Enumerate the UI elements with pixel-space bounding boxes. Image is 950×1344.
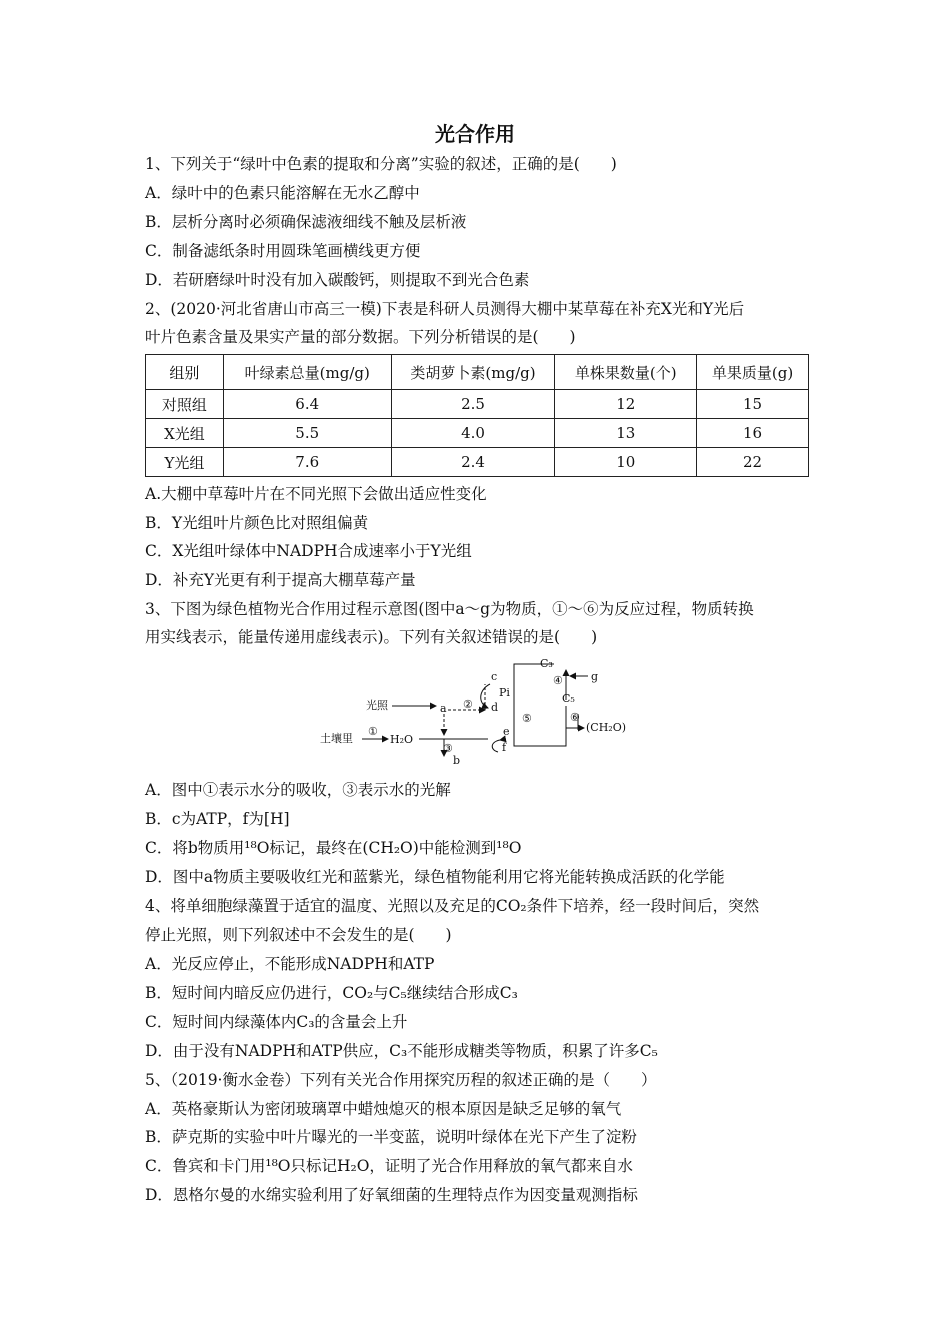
soil-label: 土壤里 [320,732,353,745]
table-header: 组别 [146,355,224,390]
q5-option-b: B．萨克斯的实验中叶片曝光的一半变蓝，说明叶绿体在光下产生了淀粉 [145,1128,637,1146]
process-2: ② [463,698,473,711]
label-b: b [453,754,461,767]
table-cell: 10 [555,448,697,477]
table-cell: 13 [555,419,697,448]
q1-option-d: D．若研磨绿叶时没有加入碳酸钙，则提取不到光合色素 [145,271,530,289]
table-header: 类胡萝卜素(mg/g) [391,355,555,390]
q3-option-c: C．将b物质用¹⁸O标记，最终在(CH₂O)中能检测到¹⁸O [145,839,522,857]
q5-option-a: A．英格豪斯认为密闭玻璃罩中蜡烛熄灭的根本原因是缺乏足够的氧气 [145,1100,622,1118]
q1-stem: 1、下列关于“绿叶中色素的提取和分离”实验的叙述，正确的是( ) [145,155,617,173]
light-label: 光照 [366,699,388,712]
table-cell: 2.5 [391,390,555,419]
photosynthesis-diagram [318,654,648,772]
q5-stem: 5、（2019·衡水金卷）下列有关光合作用探究历程的叙述正确的是（ ） [145,1071,657,1089]
table-cell: X光组 [146,419,224,448]
label-f: f [502,741,507,754]
label-c: c [491,670,498,683]
q4-stem-line2: 停止光照，则下列叙述中不会发生的是( ) [145,926,452,944]
q5-option-d: D．恩格尔曼的水绵实验利用了好氧细菌的生理特点作为因变量观测指标 [145,1186,638,1204]
q4-option-b: B．短时间内暗反应仍进行，CO₂与C₅继续结合形成C₃ [145,984,518,1002]
q3-stem-line1: 3、下图为绿色植物光合作用过程示意图(图中a～g为物质，①～⑥为反应过程，物质转换 [145,600,754,618]
table-cell: 7.6 [223,448,391,477]
label-d: d [491,701,499,714]
label-e: e [503,725,510,738]
table-header-row [146,355,809,390]
page-title: 光合作用 [435,122,515,146]
q2-stem-line2: 叶片色素含量及果实产量的部分数据。下列分析错误的是( ) [145,328,576,346]
label-ch2o: (CH₂O) [586,721,627,734]
table-row [146,390,809,419]
process-4: ④ [553,674,563,687]
table-cell: 2.4 [391,448,555,477]
table-row [146,419,809,448]
table-cell: 22 [697,448,809,477]
water-label: H₂O [390,733,414,746]
q1-option-b: B．层析分离时必须确保滤液细线不触及层析液 [145,213,467,231]
process-3: ③ [443,742,453,755]
label-c5: C₅ [562,692,575,705]
q2-option-d: D．补充Y光更有利于提高大棚草莓产量 [145,571,416,589]
process-1: ① [368,725,378,738]
q5-option-c: C．鲁宾和卡门用¹⁸O只标记H₂O，证明了光合作用释放的氧气都来自水 [145,1157,633,1175]
process-6: ⑥ [570,711,580,724]
process-5: ⑤ [522,712,532,725]
q4-option-d: D．由于没有NADPH和ATP供应，C₃不能形成糖类等物质，积累了许多C₅ [145,1042,658,1060]
q1-option-c: C．制备滤纸条时用圆珠笔画横线更方便 [145,242,421,260]
table-cell: 4.0 [391,419,555,448]
table-row [146,448,809,477]
q3-option-b: B．c为ATP，f为[H] [145,810,290,828]
table-cell: 15 [697,390,809,419]
table-cell: 对照组 [146,390,224,419]
q3-option-a: A．图中①表示水分的吸收，③表示水的光解 [145,781,451,799]
table-cell: 12 [555,390,697,419]
label-g: g [591,670,599,683]
q2-stem-line1: 2、(2020·河北省唐山市高三一模)下表是科研人员测得大棚中某草莓在补充X光和Y光后 [145,300,745,318]
q4-stem-line1: 4、将单细胞绿藻置于适宜的温度、光照以及充足的CO₂条件下培养，经一段时间后，突然 [145,897,760,915]
q4-option-c: C．短时间内绿藻体内C₃的含量会上升 [145,1013,408,1031]
table-cell: 6.4 [223,390,391,419]
table-cell: Y光组 [146,448,224,477]
table-header: 叶绿素总量(mg/g) [223,355,391,390]
label-a: a [440,702,447,715]
q1-option-a: A．绿叶中的色素只能溶解在无水乙醇中 [145,184,420,202]
q2-option-b: B．Y光组叶片颜色比对照组偏黄 [145,514,369,532]
q3-stem-line2: 用实线表示，能量传递用虚线表示)。下列有关叙述错误的是( ) [145,628,598,646]
table-header: 单株果数量(个) [555,355,697,390]
label-c3: C₃ [540,657,553,670]
table-header: 单果质量(g) [697,355,809,390]
data-table [145,354,809,477]
q4-option-a: A．光反应停止，不能形成NADPH和ATP [145,955,435,973]
label-pi: Pi [499,686,510,699]
table-cell: 5.5 [223,419,391,448]
q2-option-c: C．X光组叶绿体中NADPH合成速率小于Y光组 [145,542,472,560]
table-cell: 16 [697,419,809,448]
q2-option-a: A.大棚中草莓叶片在不同光照下会做出适应性变化 [145,485,487,503]
q3-option-d: D．图中a物质主要吸收红光和蓝紫光，绿色植物能利用它将光能转换成活跃的化学能 [145,868,725,886]
